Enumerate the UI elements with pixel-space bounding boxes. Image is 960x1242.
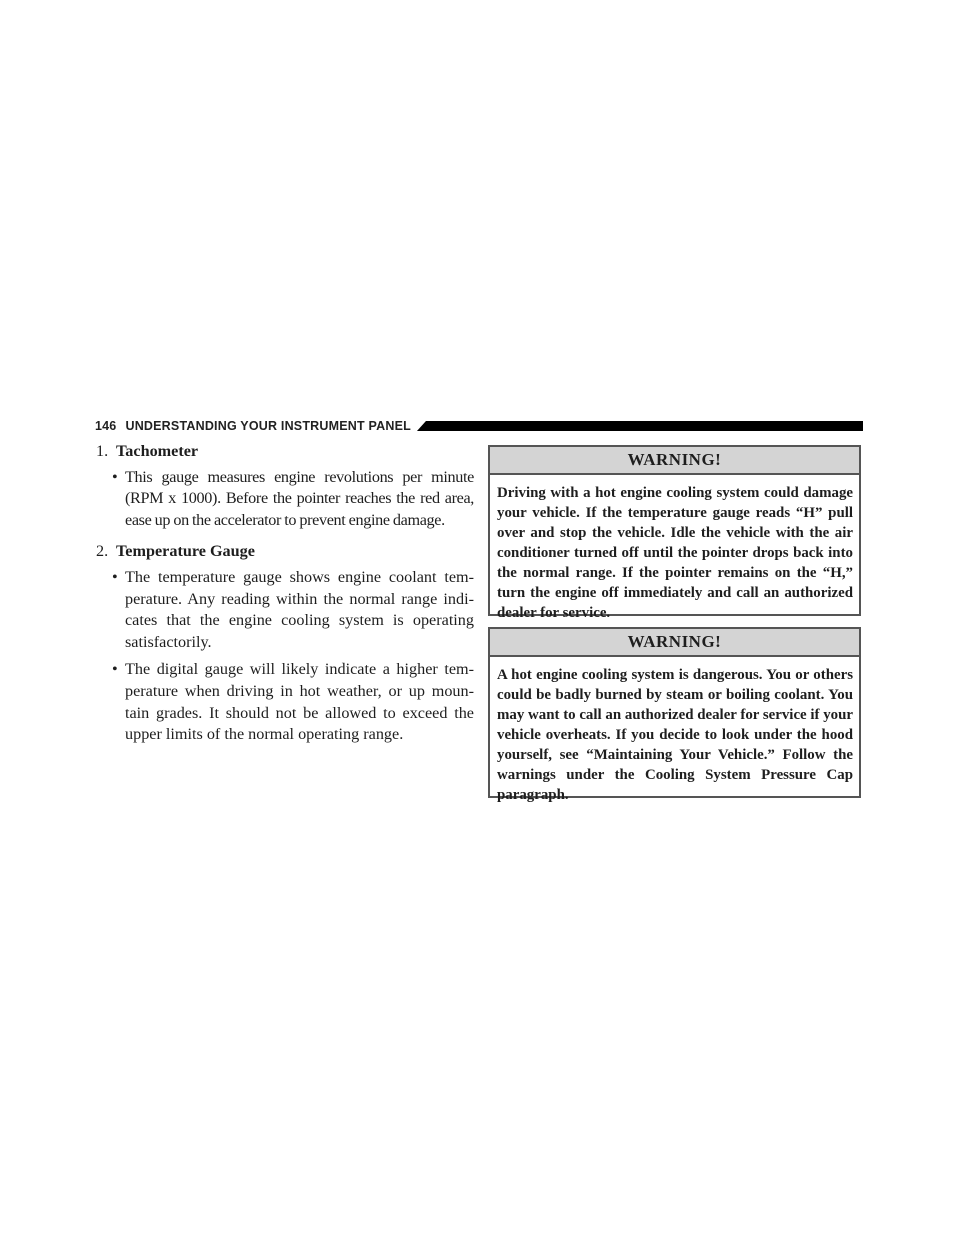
warning-text: A hot engine cooling system is dangerous. You or others could be badly burned by steam or boiling coolant. You may want to call an authorized dealer for service if your vehicle overheats. If you decide to look under the hood yourself, see “Maintaining Your Vehicle.” Follow the warnings under the Cooling System Pressure Cap paragraph. [497,667,853,803]
warning-title: WARNING! [490,447,859,475]
page-number: 146 [95,419,117,433]
bullet-list [96,567,474,746]
header-rule [417,421,863,431]
gauge-descriptions [96,441,474,756]
bullet-item: • The digital gauge will likely indicate a higher tem-perature when driving in hot weather, or up moun-tain grades. It should not be allowed to exceed the upper limits of the normal operating range. [112,659,474,745]
item-title: Temperature Gauge [116,542,255,561]
warning-text: Driving with a hot engine cooling system could damage your vehicle. If the temperature gauge reads “H” pull over and stop the vehicle. Idle the vehicle with the air conditioner turned off until the pointer drops back into the normal range. If the pointer remains on the “H,” turn the engine off immediately and call an authorized dealer for service. [497,485,853,621]
item-heading [96,541,474,563]
list-item-tachometer [96,441,474,531]
item-number: 2. [96,542,109,561]
page-header [95,419,863,433]
warning-box [488,445,861,621]
warning-title: WARNING! [490,629,859,657]
item-title: Tachometer [116,442,199,460]
item-heading [96,441,474,463]
bullet-list [96,467,474,532]
item-number: 1. [96,442,109,460]
bullet-item: • This gauge measures engine revolutions per minute (RPM x 1000). Before the pointer reaches the red area, ease up on the accelerator to prevent engine damage. [112,467,474,532]
section-title: UNDERSTANDING YOUR INSTRUMENT PANEL [125,419,411,433]
warning-box [488,627,861,803]
list-item-temperature-gauge [96,541,474,745]
bullet-item: • The temperature gauge shows engine coolant tem-perature. Any reading within the normal range indi-cates that the engine cooling system is operating satisfactorily. [112,567,474,653]
